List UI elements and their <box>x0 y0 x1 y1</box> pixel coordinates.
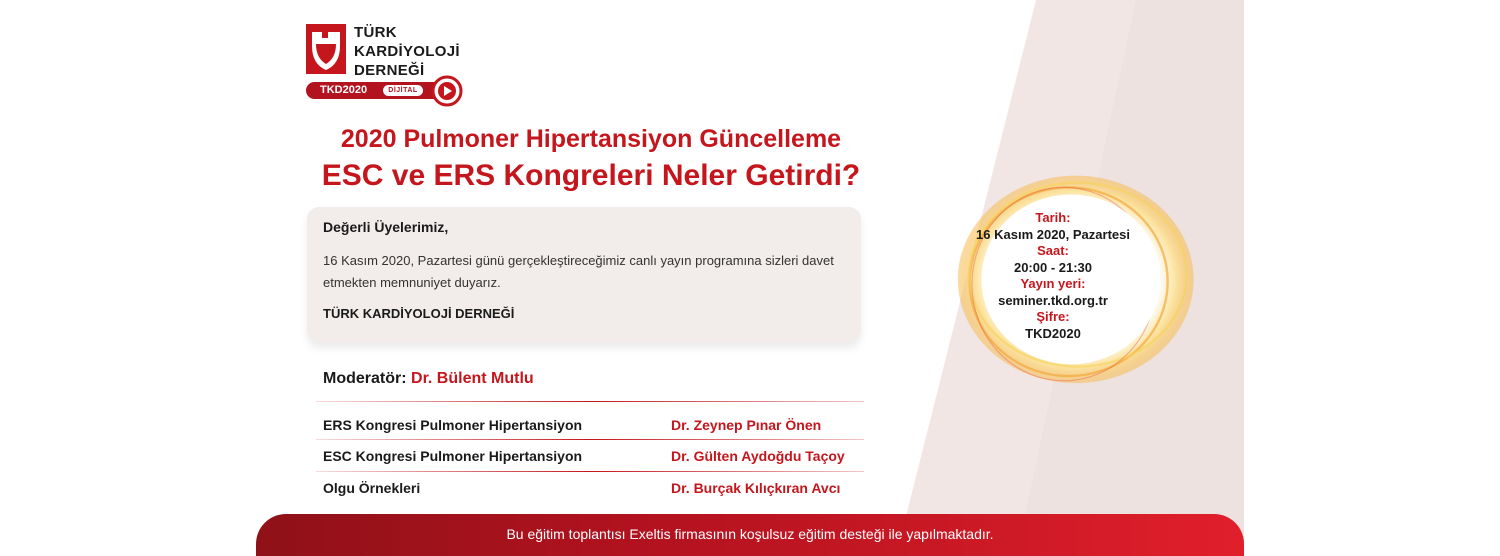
program-topic-3: Olgu Örnekleri <box>323 480 421 496</box>
logo-line-1: TÜRK <box>354 24 397 41</box>
moderator-name: Dr. Bülent Mutlu <box>411 370 534 387</box>
heart-logo-icon <box>306 24 348 80</box>
badge-main-text: TKD2020 <box>320 84 368 96</box>
password-label: Şifre: <box>1036 309 1070 324</box>
divider <box>316 401 864 402</box>
sponsor-footer <box>256 514 1244 556</box>
date-value: 16 Kasım 2020, Pazartesi <box>976 226 1130 242</box>
divider <box>316 439 864 440</box>
tkd2020-badge <box>306 82 443 99</box>
date-label: Tarih: <box>1035 210 1071 225</box>
greeting: Değerli Üyelerimiz, <box>323 219 449 235</box>
sponsor-text: Bu eğitim toplantısı Exeltis firmasının koşulsuz eğitim desteği ile yapılmaktadır. <box>506 526 994 542</box>
moderator-line <box>323 370 534 388</box>
divider <box>316 471 864 472</box>
password-value: TKD2020 <box>1025 325 1081 341</box>
logo-line-2: KARDİYOLOJİ <box>354 43 460 60</box>
logo-wordmark <box>354 23 460 80</box>
invitation-body: 16 Kasım 2020, Pazartesi günü gerçekleştireceğimiz canlı yayın programına sizleri davet etmekten memnuniyet duyarız. <box>323 253 834 290</box>
program-topic-1: ERS Kongresi Pulmoner Hipertansiyon <box>323 417 583 433</box>
program-speaker-2: Dr. Gülten Aydoğdu Taçoy <box>671 448 845 464</box>
page-title-line-2: ESC ve ERS Kongreleri Neler Getirdi? <box>321 159 861 192</box>
logo-line-3: DERNEĞİ <box>354 62 425 79</box>
program-speaker-3: Dr. Burçak Kılıçkıran Avcı <box>671 480 841 496</box>
badge-sub-text: DİJİTAL <box>383 85 423 96</box>
event-info <box>952 210 1154 342</box>
play-icon <box>430 74 464 108</box>
signature: TÜRK KARDİYOLOJİ DERNEĞİ <box>323 306 515 321</box>
program-topic-2: ESC Kongresi Pulmoner Hipertansiyon <box>323 448 583 464</box>
moderator-label: Moderatör: <box>323 370 407 387</box>
program-speaker-1: Dr. Zeynep Pınar Önen <box>671 417 822 433</box>
venue-label: Yayın yeri: <box>1020 276 1086 291</box>
tkd-logo <box>306 20 486 116</box>
time-label: Saat: <box>1037 243 1069 258</box>
invitation-card <box>307 207 861 342</box>
page-title-line-1: 2020 Pulmoner Hipertansiyon Güncelleme <box>340 125 842 153</box>
venue-value: seminer.tkd.org.tr <box>998 292 1108 308</box>
invitation-banner <box>256 0 1244 556</box>
time-value: 20:00 - 21:30 <box>1013 259 1093 275</box>
